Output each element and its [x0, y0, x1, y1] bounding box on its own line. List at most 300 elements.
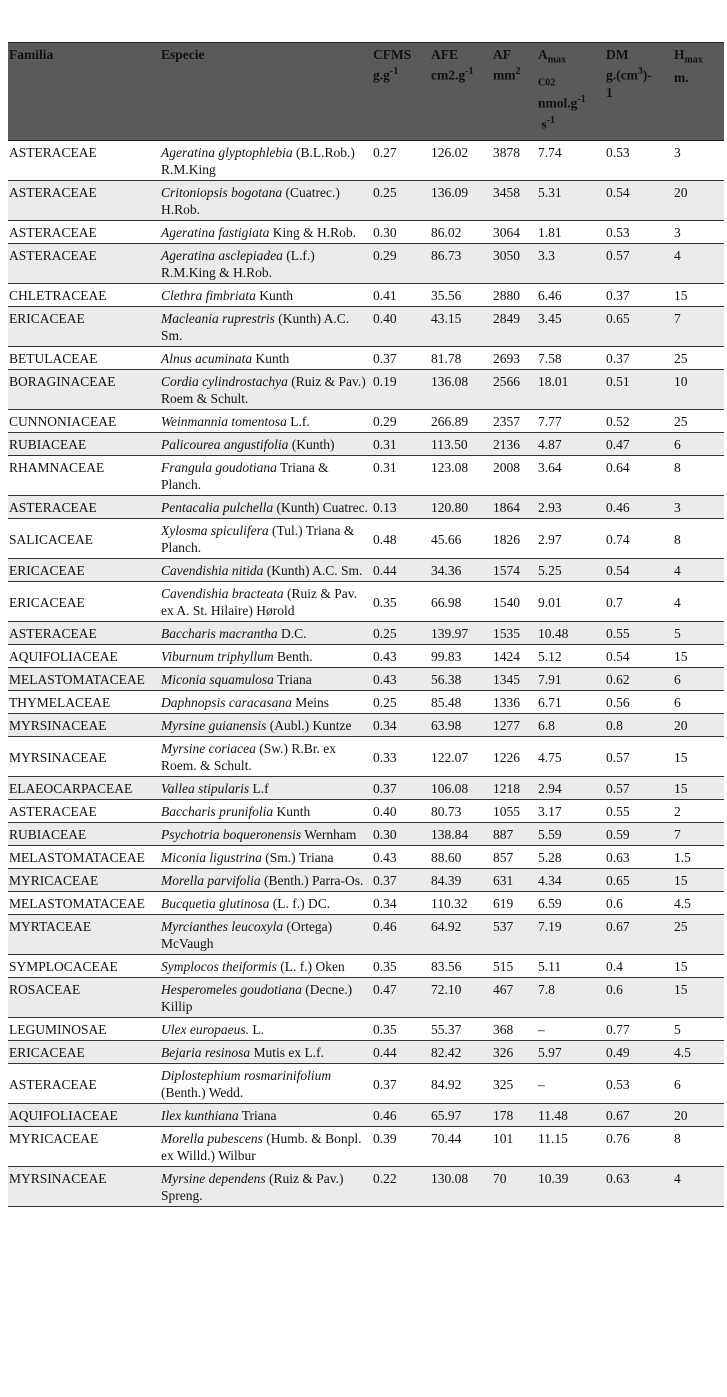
species-author: (Kunth) A.C. Sm. — [161, 311, 350, 343]
species-name: Alnus acuminata — [161, 351, 253, 366]
cell-af: 326 — [492, 1041, 537, 1064]
cell-cfms: 0.25 — [372, 181, 430, 221]
cell-afe: 80.73 — [430, 800, 492, 823]
species-name: Clethra fimbriata — [161, 288, 256, 303]
species-author: (Kunth) Cuatrec. — [276, 500, 368, 515]
cell-af: 1345 — [492, 668, 537, 691]
cell-especie — [160, 869, 372, 892]
table-row — [8, 714, 724, 737]
cell-hmax: 6 — [673, 668, 724, 691]
cell-amax: 10.48 — [537, 622, 605, 645]
cell-amax: 4.87 — [537, 433, 605, 456]
cell-cfms: 0.43 — [372, 645, 430, 668]
cell-hmax: 4 — [673, 559, 724, 582]
cell-familia: ASTERACEAE — [8, 1064, 160, 1104]
cell-dm: 0.55 — [605, 800, 673, 823]
species-author: (L. f.) Oken — [280, 959, 345, 974]
cell-cfms: 0.19 — [372, 370, 430, 410]
cell-familia: BORAGINACEAE — [8, 370, 160, 410]
cell-amax: 5.25 — [537, 559, 605, 582]
table-row — [8, 496, 724, 519]
header-cfms: CFMS $g.g^{-1}$ — [372, 43, 430, 141]
species-name: Ulex europaeus. — [161, 1022, 249, 1037]
cell-af: 2880 — [492, 284, 537, 307]
cell-dm: 0.46 — [605, 496, 673, 519]
species-author: (Ruiz & Pav.) Roem & Schult. — [161, 374, 366, 406]
cell-cfms: 0.37 — [372, 869, 430, 892]
cell-af: 2008 — [492, 456, 537, 496]
cell-af: 3050 — [492, 244, 537, 284]
cell-cfms: 0.44 — [372, 559, 430, 582]
cell-cfms: 0.29 — [372, 410, 430, 433]
cell-amax: 4.34 — [537, 869, 605, 892]
table-row — [8, 846, 724, 869]
species-name: Ageratina glyptophlebia — [161, 145, 293, 160]
header-row — [8, 43, 724, 141]
cell-hmax: 6 — [673, 1064, 724, 1104]
cell-dm: 0.6 — [605, 892, 673, 915]
species-author: Meins — [295, 695, 329, 710]
cell-dm: 0.67 — [605, 915, 673, 955]
header-familia: Familia — [8, 43, 160, 141]
cell-af: 70 — [492, 1167, 537, 1207]
cell-familia: BETULACEAE — [8, 347, 160, 370]
species-name: Myrsine guianensis — [161, 718, 267, 733]
cell-afe: 139.97 — [430, 622, 492, 645]
cell-amax: 5.59 — [537, 823, 605, 846]
table-row — [8, 955, 724, 978]
cell-dm: 0.56 — [605, 691, 673, 714]
species-name: Bucquetia glutinosa — [161, 896, 270, 911]
cell-afe: 99.83 — [430, 645, 492, 668]
cell-especie — [160, 347, 372, 370]
cell-dm: 0.62 — [605, 668, 673, 691]
cell-dm: 0.4 — [605, 955, 673, 978]
table-row — [8, 410, 724, 433]
cell-dm: 0.65 — [605, 307, 673, 347]
cell-familia: RHAMNACEAE — [8, 456, 160, 496]
species-name: Miconia squamulosa — [161, 672, 274, 687]
species-author: (Ruiz & Pav.) Spreng. — [161, 1171, 344, 1203]
table-row — [8, 869, 724, 892]
cell-afe: 55.37 — [430, 1018, 492, 1041]
species-name: Morella pubescens — [161, 1131, 263, 1146]
cell-cfms: 0.30 — [372, 823, 430, 846]
cell-especie — [160, 181, 372, 221]
table-row — [8, 582, 724, 622]
species-name: Xylosma spiculifera — [161, 523, 269, 538]
cell-dm: 0.76 — [605, 1127, 673, 1167]
cell-hmax: 5 — [673, 622, 724, 645]
cell-afe: 136.09 — [430, 181, 492, 221]
cell-amax: 6.46 — [537, 284, 605, 307]
table-row — [8, 519, 724, 559]
cell-hmax: 15 — [673, 869, 724, 892]
cell-familia: MELASTOMATACEAE — [8, 892, 160, 915]
cell-dm: 0.53 — [605, 221, 673, 244]
cell-amax: 5.31 — [537, 181, 605, 221]
cell-af: 368 — [492, 1018, 537, 1041]
cell-familia: ASTERACEAE — [8, 181, 160, 221]
cell-af: 537 — [492, 915, 537, 955]
table-row — [8, 1018, 724, 1041]
cell-dm: 0.67 — [605, 1104, 673, 1127]
cell-af: 1864 — [492, 496, 537, 519]
cell-familia: MELASTOMATACEAE — [8, 668, 160, 691]
cell-hmax: 25 — [673, 347, 724, 370]
table-row — [8, 141, 724, 181]
cell-afe: 63.98 — [430, 714, 492, 737]
cell-afe: 43.15 — [430, 307, 492, 347]
cell-hmax: 20 — [673, 181, 724, 221]
cell-hmax: 20 — [673, 1104, 724, 1127]
species-name: Cordia cylindrostachya — [161, 374, 288, 389]
table-row — [8, 777, 724, 800]
cell-especie — [160, 370, 372, 410]
cell-dm: 0.59 — [605, 823, 673, 846]
table-row — [8, 800, 724, 823]
cell-amax: 7.91 — [537, 668, 605, 691]
cell-afe: 138.84 — [430, 823, 492, 846]
cell-af: 3064 — [492, 221, 537, 244]
species-name: Frangula goudotiana — [161, 460, 277, 475]
cell-hmax: 15 — [673, 777, 724, 800]
cell-dm: 0.65 — [605, 869, 673, 892]
header-afe: AFE $cm2.g^{-1}$ — [430, 43, 492, 141]
species-name: Daphnopsis caracasana — [161, 695, 292, 710]
header-amax: $A_{max}$ $_{C02}$ $nmol.g^{-1}$ $s^{-1}$ — [537, 43, 605, 141]
table-row — [8, 737, 724, 777]
species-name: Ageratina fastigiata — [161, 225, 270, 240]
cell-dm: 0.57 — [605, 777, 673, 800]
cell-afe: 85.48 — [430, 691, 492, 714]
species-name: Ilex kunthiana — [161, 1108, 239, 1123]
cell-afe: 113.50 — [430, 433, 492, 456]
header-dm: DM $g.(cm^3)-$ 1 — [605, 43, 673, 141]
species-name: Weinmannia tomentosa — [161, 414, 287, 429]
cell-dm: 0.57 — [605, 244, 673, 284]
cell-dm: 0.52 — [605, 410, 673, 433]
cell-familia: SALICACEAE — [8, 519, 160, 559]
species-author: (Kunth) A.C. Sm. — [266, 563, 363, 578]
cell-af: 619 — [492, 892, 537, 915]
cell-afe: 266.89 — [430, 410, 492, 433]
cell-cfms: 0.41 — [372, 284, 430, 307]
species-author: Wernham — [304, 827, 357, 842]
cell-amax: 11.15 — [537, 1127, 605, 1167]
cell-cfms: 0.31 — [372, 433, 430, 456]
cell-dm: 0.6 — [605, 978, 673, 1018]
cell-cfms: 0.43 — [372, 668, 430, 691]
cell-familia: CHLETRACEAE — [8, 284, 160, 307]
species-author: (Decne.) Killip — [161, 982, 353, 1014]
species-author: Triana — [241, 1108, 277, 1123]
cell-afe: 84.39 — [430, 869, 492, 892]
cell-especie — [160, 307, 372, 347]
cell-familia: ASTERACEAE — [8, 141, 160, 181]
cell-cfms: 0.27 — [372, 141, 430, 181]
cell-amax: – — [537, 1018, 605, 1041]
cell-especie — [160, 955, 372, 978]
cell-af: 2693 — [492, 347, 537, 370]
cell-hmax: 8 — [673, 1127, 724, 1167]
cell-hmax: 25 — [673, 410, 724, 433]
cell-cfms: 0.46 — [372, 1104, 430, 1127]
cell-cfms: 0.22 — [372, 1167, 430, 1207]
cell-hmax: 3 — [673, 141, 724, 181]
species-name: Vallea stipularis — [161, 781, 250, 796]
cell-familia: ERICACEAE — [8, 582, 160, 622]
cell-dm: 0.53 — [605, 1064, 673, 1104]
table-row — [8, 433, 724, 456]
cell-amax: 6.8 — [537, 714, 605, 737]
species-author: D.C. — [280, 626, 307, 641]
cell-especie — [160, 978, 372, 1018]
header-af: AF $mm^2$ — [492, 43, 537, 141]
cell-af: 1826 — [492, 519, 537, 559]
cell-especie — [160, 846, 372, 869]
cell-afe: 122.07 — [430, 737, 492, 777]
cell-amax: 6.71 — [537, 691, 605, 714]
cell-af: 3458 — [492, 181, 537, 221]
cell-cfms: 0.37 — [372, 777, 430, 800]
cell-dm: 0.51 — [605, 370, 673, 410]
cell-amax: – — [537, 1064, 605, 1104]
cell-af: 631 — [492, 869, 537, 892]
cell-af: 1277 — [492, 714, 537, 737]
species-author: L.f — [252, 781, 269, 796]
table-row — [8, 645, 724, 668]
cell-afe: 82.42 — [430, 1041, 492, 1064]
table-row — [8, 370, 724, 410]
cell-especie — [160, 559, 372, 582]
cell-cfms: 0.31 — [372, 456, 430, 496]
cell-afe: 126.02 — [430, 141, 492, 181]
cell-dm: 0.7 — [605, 582, 673, 622]
cell-especie — [160, 141, 372, 181]
cell-afe: 86.02 — [430, 221, 492, 244]
cell-especie — [160, 410, 372, 433]
species-name: Cavendishia nitida — [161, 563, 264, 578]
cell-familia: LEGUMINOSAE — [8, 1018, 160, 1041]
cell-amax: 7.77 — [537, 410, 605, 433]
cell-familia: ASTERACEAE — [8, 800, 160, 823]
cell-especie — [160, 915, 372, 955]
species-author: (Humb. & Bonpl. ex Willd.) Wilbur — [161, 1131, 362, 1163]
cell-afe: 70.44 — [430, 1127, 492, 1167]
species-author: Kunth — [259, 288, 294, 303]
cell-amax: 7.74 — [537, 141, 605, 181]
cell-familia: ASTERACEAE — [8, 221, 160, 244]
cell-amax: 10.39 — [537, 1167, 605, 1207]
cell-cfms: 0.29 — [372, 244, 430, 284]
cell-afe: 88.60 — [430, 846, 492, 869]
cell-amax: 7.19 — [537, 915, 605, 955]
species-author: (Sw.) R.Br. ex Roem. & Schult. — [161, 741, 336, 773]
cell-especie — [160, 244, 372, 284]
cell-familia: ELAEOCARPACEAE — [8, 777, 160, 800]
cell-af: 2849 — [492, 307, 537, 347]
cell-especie — [160, 1104, 372, 1127]
cell-afe: 123.08 — [430, 456, 492, 496]
cell-especie — [160, 737, 372, 777]
table-row — [8, 307, 724, 347]
cell-cfms: 0.40 — [372, 800, 430, 823]
species-name: Miconia ligustrina — [161, 850, 262, 865]
table-row — [8, 978, 724, 1018]
species-name: Morella parvifolia — [161, 873, 261, 888]
species-name: Ageratina asclepiadea — [161, 248, 283, 263]
cell-familia: AQUIFOLIACEAE — [8, 645, 160, 668]
cell-especie — [160, 691, 372, 714]
cell-amax: 7.58 — [537, 347, 605, 370]
cell-af: 2136 — [492, 433, 537, 456]
species-author: Triana — [277, 672, 312, 687]
species-author: (Aubl.) Kuntze — [269, 718, 352, 733]
species-name: Palicourea angustifolia — [161, 437, 289, 452]
cell-cfms: 0.34 — [372, 714, 430, 737]
cell-afe: 110.32 — [430, 892, 492, 915]
cell-dm: 0.53 — [605, 141, 673, 181]
cell-amax: 18.01 — [537, 370, 605, 410]
cell-af: 1424 — [492, 645, 537, 668]
cell-especie — [160, 1064, 372, 1104]
table-row — [8, 244, 724, 284]
cell-af: 325 — [492, 1064, 537, 1104]
cell-hmax: 7 — [673, 823, 724, 846]
table-row — [8, 284, 724, 307]
cell-hmax: 8 — [673, 519, 724, 559]
cell-familia: RUBIACEAE — [8, 823, 160, 846]
cell-afe: 35.56 — [430, 284, 492, 307]
cell-hmax: 4 — [673, 582, 724, 622]
cell-especie — [160, 582, 372, 622]
cell-cfms: 0.13 — [372, 496, 430, 519]
species-author: (Kunth) — [291, 437, 335, 452]
species-name: Diplostephium rosmarinifolium — [161, 1068, 332, 1083]
table-row — [8, 915, 724, 955]
cell-hmax: 15 — [673, 978, 724, 1018]
cell-amax: 3.17 — [537, 800, 605, 823]
table-row — [8, 1127, 724, 1167]
cell-familia: ERICACEAE — [8, 307, 160, 347]
species-name: Hesperomeles goudotiana — [161, 982, 302, 997]
cell-dm: 0.37 — [605, 347, 673, 370]
cell-familia: MYRICACEAE — [8, 1127, 160, 1167]
cell-cfms: 0.48 — [372, 519, 430, 559]
cell-amax: 1.81 — [537, 221, 605, 244]
table-row — [8, 823, 724, 846]
species-author: (L. f.) DC. — [272, 896, 331, 911]
cell-amax: 2.93 — [537, 496, 605, 519]
cell-afe: 65.97 — [430, 1104, 492, 1127]
cell-cfms: 0.40 — [372, 307, 430, 347]
cell-familia: CUNNONIACEAE — [8, 410, 160, 433]
cell-afe: 34.36 — [430, 559, 492, 582]
cell-dm: 0.77 — [605, 1018, 673, 1041]
cell-af: 1540 — [492, 582, 537, 622]
cell-af: 2357 — [492, 410, 537, 433]
cell-af: 1218 — [492, 777, 537, 800]
cell-af: 1226 — [492, 737, 537, 777]
cell-af: 887 — [492, 823, 537, 846]
table-row — [8, 1041, 724, 1064]
species-author: King & H.Rob. — [272, 225, 357, 240]
cell-hmax: 6 — [673, 433, 724, 456]
table-row — [8, 181, 724, 221]
species-author: (Ruiz & Pav. ex A. St. Hilaire) Hørold — [161, 586, 357, 618]
species-name: Symplocos theiformis — [161, 959, 277, 974]
cell-amax: 11.48 — [537, 1104, 605, 1127]
species-name: Myrsine coriacea — [161, 741, 256, 756]
header-especie: Especie — [160, 43, 372, 141]
cell-cfms: 0.35 — [372, 955, 430, 978]
cell-cfms: 0.39 — [372, 1127, 430, 1167]
cell-cfms: 0.37 — [372, 347, 430, 370]
cell-dm: 0.8 — [605, 714, 673, 737]
cell-amax: 2.94 — [537, 777, 605, 800]
cell-dm: 0.63 — [605, 846, 673, 869]
cell-dm: 0.63 — [605, 1167, 673, 1207]
cell-amax: 9.01 — [537, 582, 605, 622]
cell-dm: 0.55 — [605, 622, 673, 645]
cell-af: 1574 — [492, 559, 537, 582]
cell-especie — [160, 714, 372, 737]
cell-afe: 84.92 — [430, 1064, 492, 1104]
species-author: (Tul.) Triana & Planch. — [161, 523, 355, 555]
cell-dm: 0.54 — [605, 559, 673, 582]
cell-cfms: 0.33 — [372, 737, 430, 777]
species-author: (Sm.) Triana — [265, 850, 334, 865]
species-author: L. — [252, 1022, 264, 1037]
species-author: Triana & Planch. — [161, 460, 329, 492]
cell-amax: 4.75 — [537, 737, 605, 777]
cell-especie — [160, 668, 372, 691]
cell-especie — [160, 519, 372, 559]
cell-hmax: 4 — [673, 244, 724, 284]
cell-familia: ASTERACEAE — [8, 496, 160, 519]
cell-familia: ERICACEAE — [8, 559, 160, 582]
cell-afe: 130.08 — [430, 1167, 492, 1207]
cell-especie — [160, 1041, 372, 1064]
species-author: Benth. — [277, 649, 313, 664]
cell-af: 3878 — [492, 141, 537, 181]
species-name: Myrsine dependens — [161, 1171, 266, 1186]
species-name: Critoniopsis bogotana — [161, 185, 283, 200]
cell-especie — [160, 1167, 372, 1207]
table-row — [8, 347, 724, 370]
cell-hmax: 6 — [673, 691, 724, 714]
cell-afe: 83.56 — [430, 955, 492, 978]
cell-especie — [160, 433, 372, 456]
cell-af: 467 — [492, 978, 537, 1018]
cell-af: 178 — [492, 1104, 537, 1127]
cell-hmax: 15 — [673, 645, 724, 668]
cell-dm: 0.37 — [605, 284, 673, 307]
cell-familia: THYMELACEAE — [8, 691, 160, 714]
cell-dm: 0.74 — [605, 519, 673, 559]
species-name: Macleania ruprestris — [161, 311, 275, 326]
cell-hmax: 15 — [673, 284, 724, 307]
cell-familia: MELASTOMATACEAE — [8, 846, 160, 869]
cell-amax: 5.97 — [537, 1041, 605, 1064]
cell-cfms: 0.35 — [372, 582, 430, 622]
cell-dm: 0.54 — [605, 181, 673, 221]
cell-dm: 0.57 — [605, 737, 673, 777]
cell-cfms: 0.44 — [372, 1041, 430, 1064]
cell-amax: 7.8 — [537, 978, 605, 1018]
table-row — [8, 1064, 724, 1104]
